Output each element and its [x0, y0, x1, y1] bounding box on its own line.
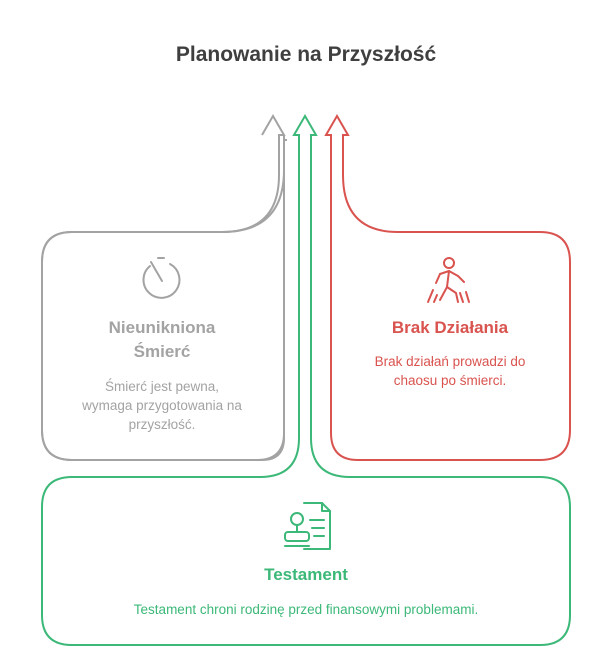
page-title: Planowanie na Przyszłość [175, 43, 437, 66]
walking-person-icon [428, 258, 469, 302]
testament-text: Testament chroni rodzinę przed finansowymi problemami. [133, 602, 479, 617]
document-stamp-icon [285, 503, 330, 549]
gray-arrow-shaft [80, 135, 268, 222]
testament-title: Testament [264, 565, 348, 584]
inevitable-death-text: Śmierć jest pewna, wymaga przygotowania na przyszłość. [82, 379, 242, 432]
inevitable-death-title: Nieunikniona Śmierć [108, 318, 216, 361]
stopwatch-icon [143, 258, 179, 298]
inaction-title: Brak Działania [391, 318, 509, 337]
inaction-text: Brak działań prowadzi do chaosu po śmierci. [374, 354, 526, 388]
